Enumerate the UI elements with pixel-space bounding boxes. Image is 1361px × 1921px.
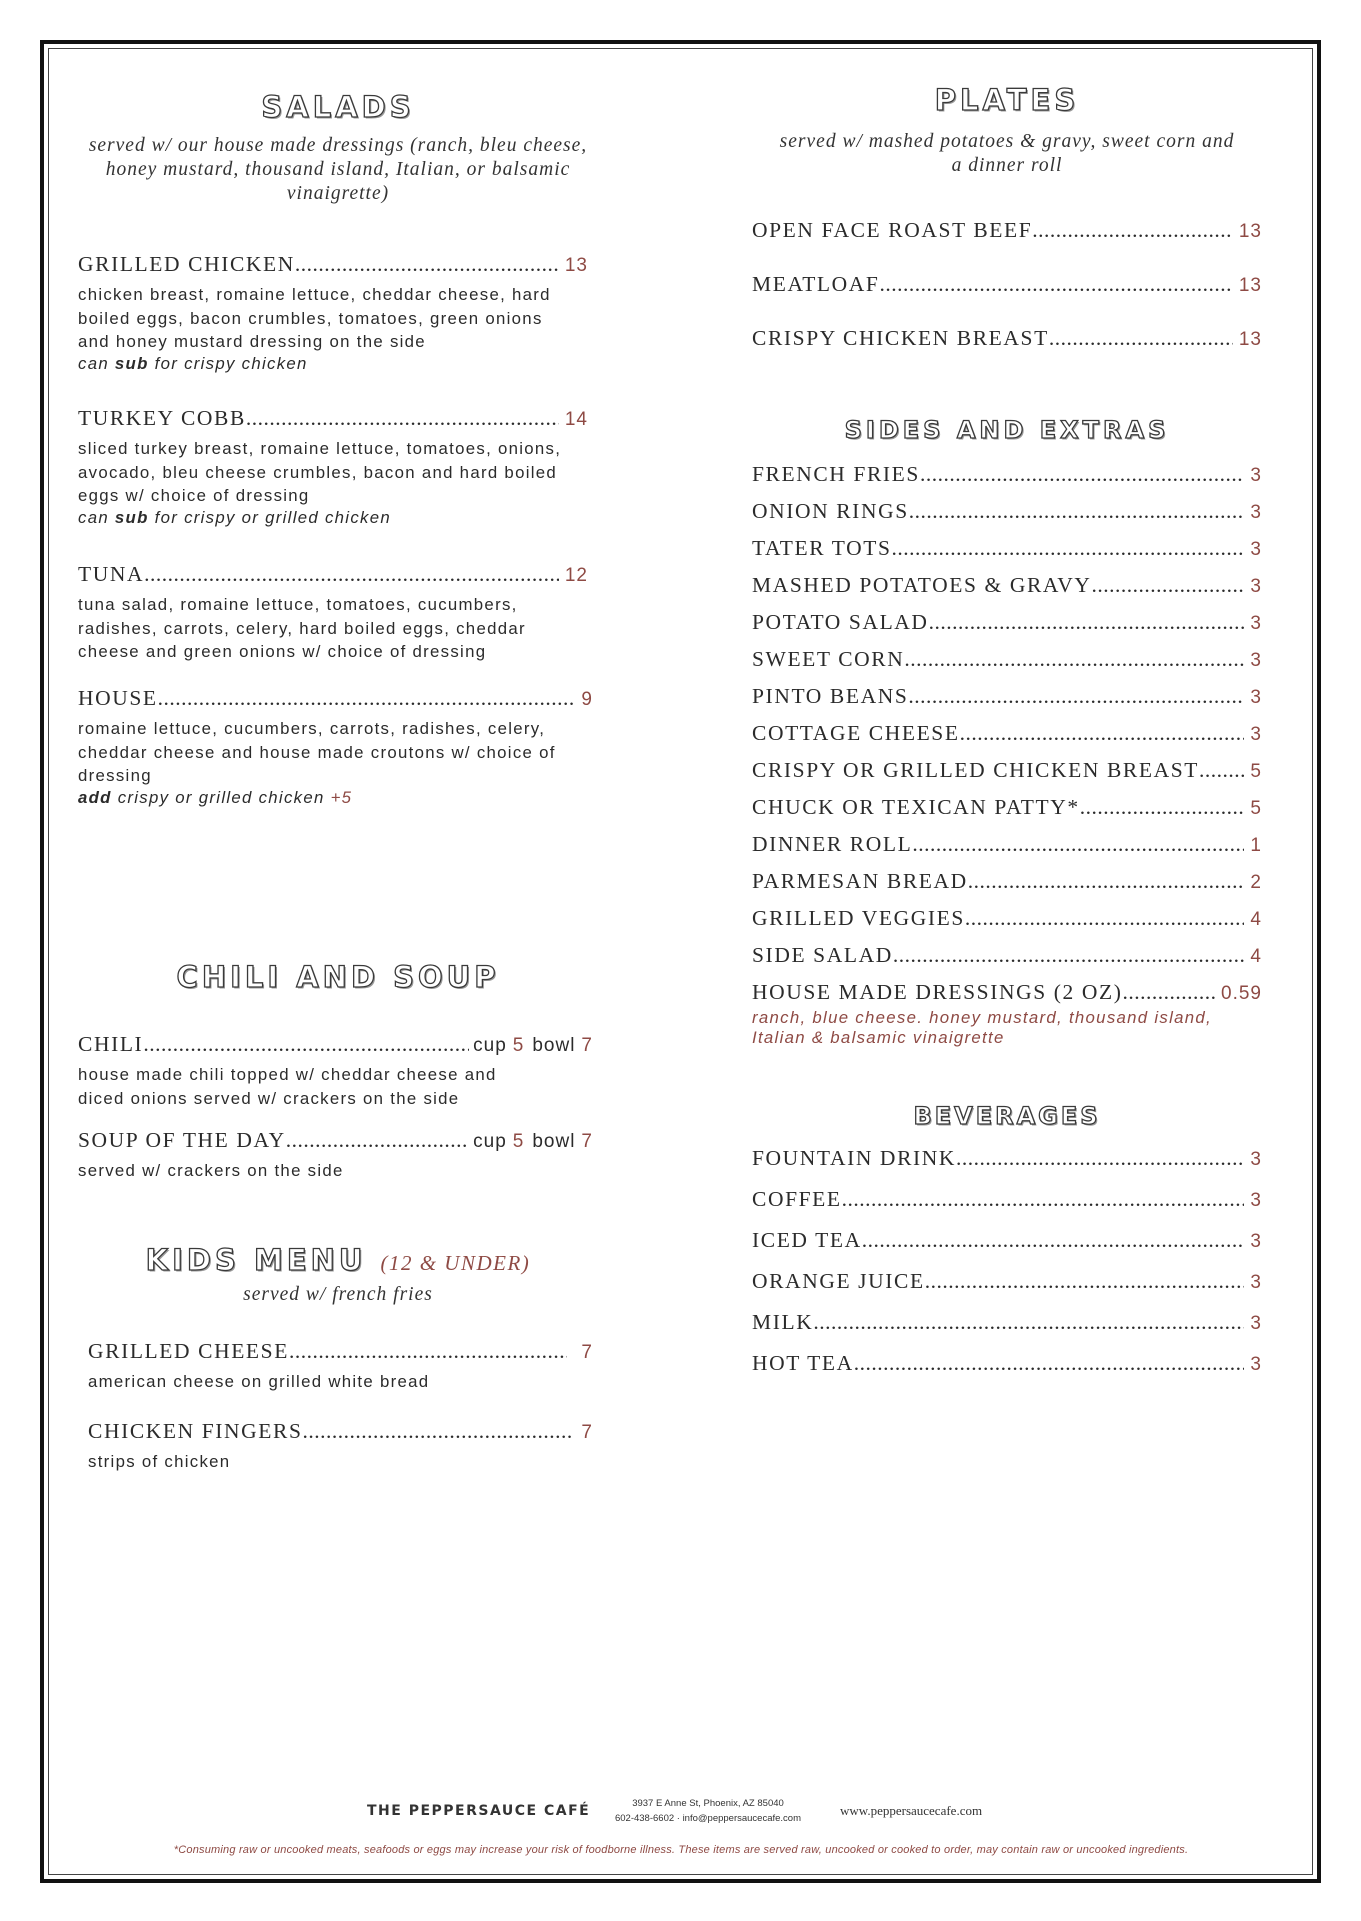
menu-item [752, 1269, 1262, 1310]
menu-item [752, 1351, 1262, 1392]
menu-item [752, 758, 1262, 795]
item-name: PARMESAN BREAD [752, 869, 968, 893]
item-price: 13 [1238, 221, 1262, 242]
item-price: 3 [1250, 650, 1262, 671]
salads-section [78, 80, 598, 807]
cafe-phone-email: 602-438-6602 · info@peppersaucecafe.com [614, 1813, 802, 1824]
item-price: 4 [1250, 946, 1262, 967]
section-note: served w/ our house made dressings (ranch, bleu cheese, honey mustard, thousand island, Italian, or balsamic vinaigrette) [88, 135, 588, 204]
item-name: TUNA [78, 562, 145, 586]
item-price: 4 [1250, 909, 1262, 930]
menu-item [78, 686, 593, 808]
health-disclaimer: *Consuming raw or uncooked meats, seafoods or eggs may increase your risk of foodborne illness. These items are served raw, uncooked or cooked to order, may contain raw or uncooked ingredients. [173, 1844, 1189, 1856]
cup-price: 5 [512, 1131, 525, 1152]
item-description: house made chili topped w/ cheddar cheese and diced onions served w/ crackers on the side [78, 1065, 497, 1108]
beverages-section [752, 1102, 1262, 1392]
item-name: TURKEY COBB [78, 406, 246, 430]
item-name: CRISPY OR GRILLED CHICKEN BREAST [752, 758, 1199, 782]
menu-item [752, 1228, 1262, 1269]
item-price: 2 [1250, 872, 1262, 893]
item-price: 3 [1250, 465, 1262, 486]
menu-item [752, 943, 1262, 980]
menu-item [88, 1419, 593, 1474]
item-price: 3 [1250, 1190, 1262, 1211]
item-name: ICED TEA [752, 1228, 862, 1252]
section-title: SALADS [261, 90, 415, 124]
item-price: 3 [1250, 1149, 1262, 1170]
item-price: 0.59 [1221, 983, 1262, 1004]
item-description: romaine lettuce, cucumbers, carrots, radishes, celery, cheddar cheese and house made croutons w/ choice of dressing [78, 719, 556, 785]
item-price: 9 [581, 689, 593, 710]
item-price: 5 [1250, 761, 1262, 782]
beverages-list [752, 1146, 1262, 1392]
section-note: served w/ french fries [243, 1284, 433, 1305]
item-price: 13 [564, 255, 588, 276]
menu-item [752, 272, 1262, 297]
section-title: KIDS MENU [145, 1243, 367, 1277]
menu-item [752, 795, 1262, 832]
menu-item [752, 869, 1262, 906]
menu-item [752, 499, 1262, 536]
item-name: CRISPY CHICKEN BREAST [752, 326, 1049, 350]
item-name: TATER TOTS [752, 536, 892, 560]
menu-item [752, 980, 1262, 1008]
item-price: 3 [1250, 1354, 1262, 1375]
cafe-address: 3937 E Anne St, Phoenix, AZ 85040 [632, 1798, 784, 1809]
item-description: served w/ crackers on the side [78, 1161, 344, 1180]
item-name: SWEET CORN [752, 647, 905, 671]
item-note: can sub for crispy chicken [78, 353, 308, 373]
section-note: served w/ mashed potatoes & gravy, sweet corn and a dinner roll [779, 131, 1235, 176]
item-name: FOUNTAIN DRINK [752, 1146, 957, 1170]
menu-item [752, 647, 1262, 684]
item-name: MEATLOAF [752, 272, 880, 296]
item-price: 3 [1250, 687, 1262, 708]
item-name: GRILLED CHEESE [88, 1339, 289, 1363]
item-name: FRENCH FRIES [752, 462, 920, 486]
menu-item [78, 252, 588, 374]
item-name: CHUCK OR TEXICAN PATTY* [752, 795, 1080, 819]
item-name: ORANGE JUICE [752, 1269, 925, 1293]
item-price: 7 [581, 1422, 593, 1443]
item-price: 3 [1250, 1313, 1262, 1334]
item-name: GRILLED VEGGIES [752, 906, 965, 930]
menu-item [752, 906, 1262, 943]
plates-section [752, 80, 1262, 350]
item-name: HOT TEA [752, 1351, 854, 1375]
cafe-name: THE PEPPERSAUCE CAFÉ [367, 1803, 591, 1819]
menu-item [752, 536, 1262, 573]
item-name: COFFEE [752, 1187, 842, 1211]
item-description: american cheese on grilled white bread [88, 1372, 430, 1391]
chili-soup-section [78, 960, 598, 1180]
item-description: tuna salad, romaine lettuce, tomatoes, cucumbers, radishes, carrots, celery, hard boiled eggs, cheddar cheese and green onions w/ choice of dressing [78, 595, 526, 661]
item-name: PINTO BEANS [752, 684, 909, 708]
item-price: 3 [1250, 613, 1262, 634]
item-note: can sub for crispy or grilled chicken [78, 507, 391, 527]
sides-section [752, 416, 1262, 1048]
item-price: 13 [1238, 329, 1262, 350]
item-name: CHILI [78, 1032, 144, 1056]
item-name: OPEN FACE ROAST BEEF [752, 218, 1033, 242]
cup-price: 5 [512, 1035, 525, 1056]
item-name: MASHED POTATOES & GRAVY [752, 573, 1092, 597]
menu-item [752, 1310, 1262, 1351]
menu-item [752, 1146, 1262, 1187]
item-name: GRILLED CHICKEN [78, 252, 295, 276]
item-name: POTATO SALAD [752, 610, 929, 634]
menu-item [78, 406, 588, 528]
item-name: CHICKEN FINGERS [88, 1419, 303, 1443]
section-title: PLATES [934, 83, 1080, 117]
menu-item: SOUP OF THE DAY ..... cup 5 bowl 7 served w/ crackers on the side [78, 1128, 593, 1183]
menu-item [752, 462, 1262, 499]
item-price: 3 [1250, 724, 1262, 745]
menu-item [752, 610, 1262, 647]
menu-item [752, 573, 1262, 610]
menu-item [88, 1339, 593, 1394]
item-price: 3 [1250, 1231, 1262, 1252]
item-description: strips of chicken [88, 1452, 231, 1471]
item-price: 3 [1250, 502, 1262, 523]
section-title: CHILI AND SOUP [176, 960, 500, 994]
item-name: DINNER ROLL [752, 832, 913, 856]
item-name: MILK [752, 1310, 814, 1334]
kids-age-note: (12 & UNDER) [380, 1251, 531, 1275]
item-price: 13 [1238, 275, 1262, 296]
menu-item [752, 684, 1262, 721]
item-price: 3 [1250, 539, 1262, 560]
menu-item [752, 218, 1262, 243]
item-name: HOUSE [78, 686, 158, 710]
sides-list [752, 462, 1262, 1048]
dressings-note: ranch, blue cheese. honey mustard, thousand island, Italian & balsamic vinaigrette [752, 1008, 1212, 1047]
item-name: HOUSE MADE DRESSINGS (2 OZ) [752, 980, 1123, 1004]
item-name: COTTAGE CHEESE [752, 721, 960, 745]
menu-item [752, 326, 1262, 351]
cafe-website-link[interactable]: www.peppersaucecafe.com [840, 1803, 983, 1818]
item-price: 12 [564, 565, 588, 586]
item-note: add crispy or grilled chicken +5 [78, 787, 353, 807]
item-name: ONION RINGS [752, 499, 909, 523]
cafe-contact [608, 1796, 808, 1826]
item-price: 5 [1250, 798, 1262, 819]
item-price: 3 [1250, 576, 1262, 597]
bowl-price: 7 [581, 1131, 593, 1152]
menu-item: CHILI ..... cup 5 bowl 7 house made chili topped w/ cheddar cheese and diced onions served w/ crackers on the side [78, 1032, 593, 1110]
menu-item [78, 562, 588, 664]
item-price: 3 [1250, 1272, 1262, 1293]
menu-item [752, 1187, 1262, 1228]
item-description: sliced turkey breast, romaine lettuce, tomatoes, onions, avocado, bleu cheese crumbles, bacon and hard boiled eggs w/ choice of dressing [78, 439, 562, 505]
menu-item [752, 832, 1262, 869]
item-name: SOUP OF THE DAY [78, 1128, 286, 1152]
item-price: 14 [564, 409, 588, 430]
section-title: BEVERAGES [913, 1102, 1101, 1130]
menu-item [752, 721, 1262, 758]
section-title: SIDES AND EXTRAS [844, 416, 1170, 444]
bowl-price: 7 [581, 1035, 593, 1056]
kids-menu-section [78, 1243, 598, 1471]
item-description: chicken breast, romaine lettuce, cheddar cheese, hard boiled eggs, bacon crumbles, tomatoes, green onions and honey mustard dressing on the side [78, 285, 551, 351]
item-name: SIDE SALAD [752, 943, 893, 967]
item-price: 1 [1250, 835, 1262, 856]
item-price: 7 [581, 1342, 593, 1363]
